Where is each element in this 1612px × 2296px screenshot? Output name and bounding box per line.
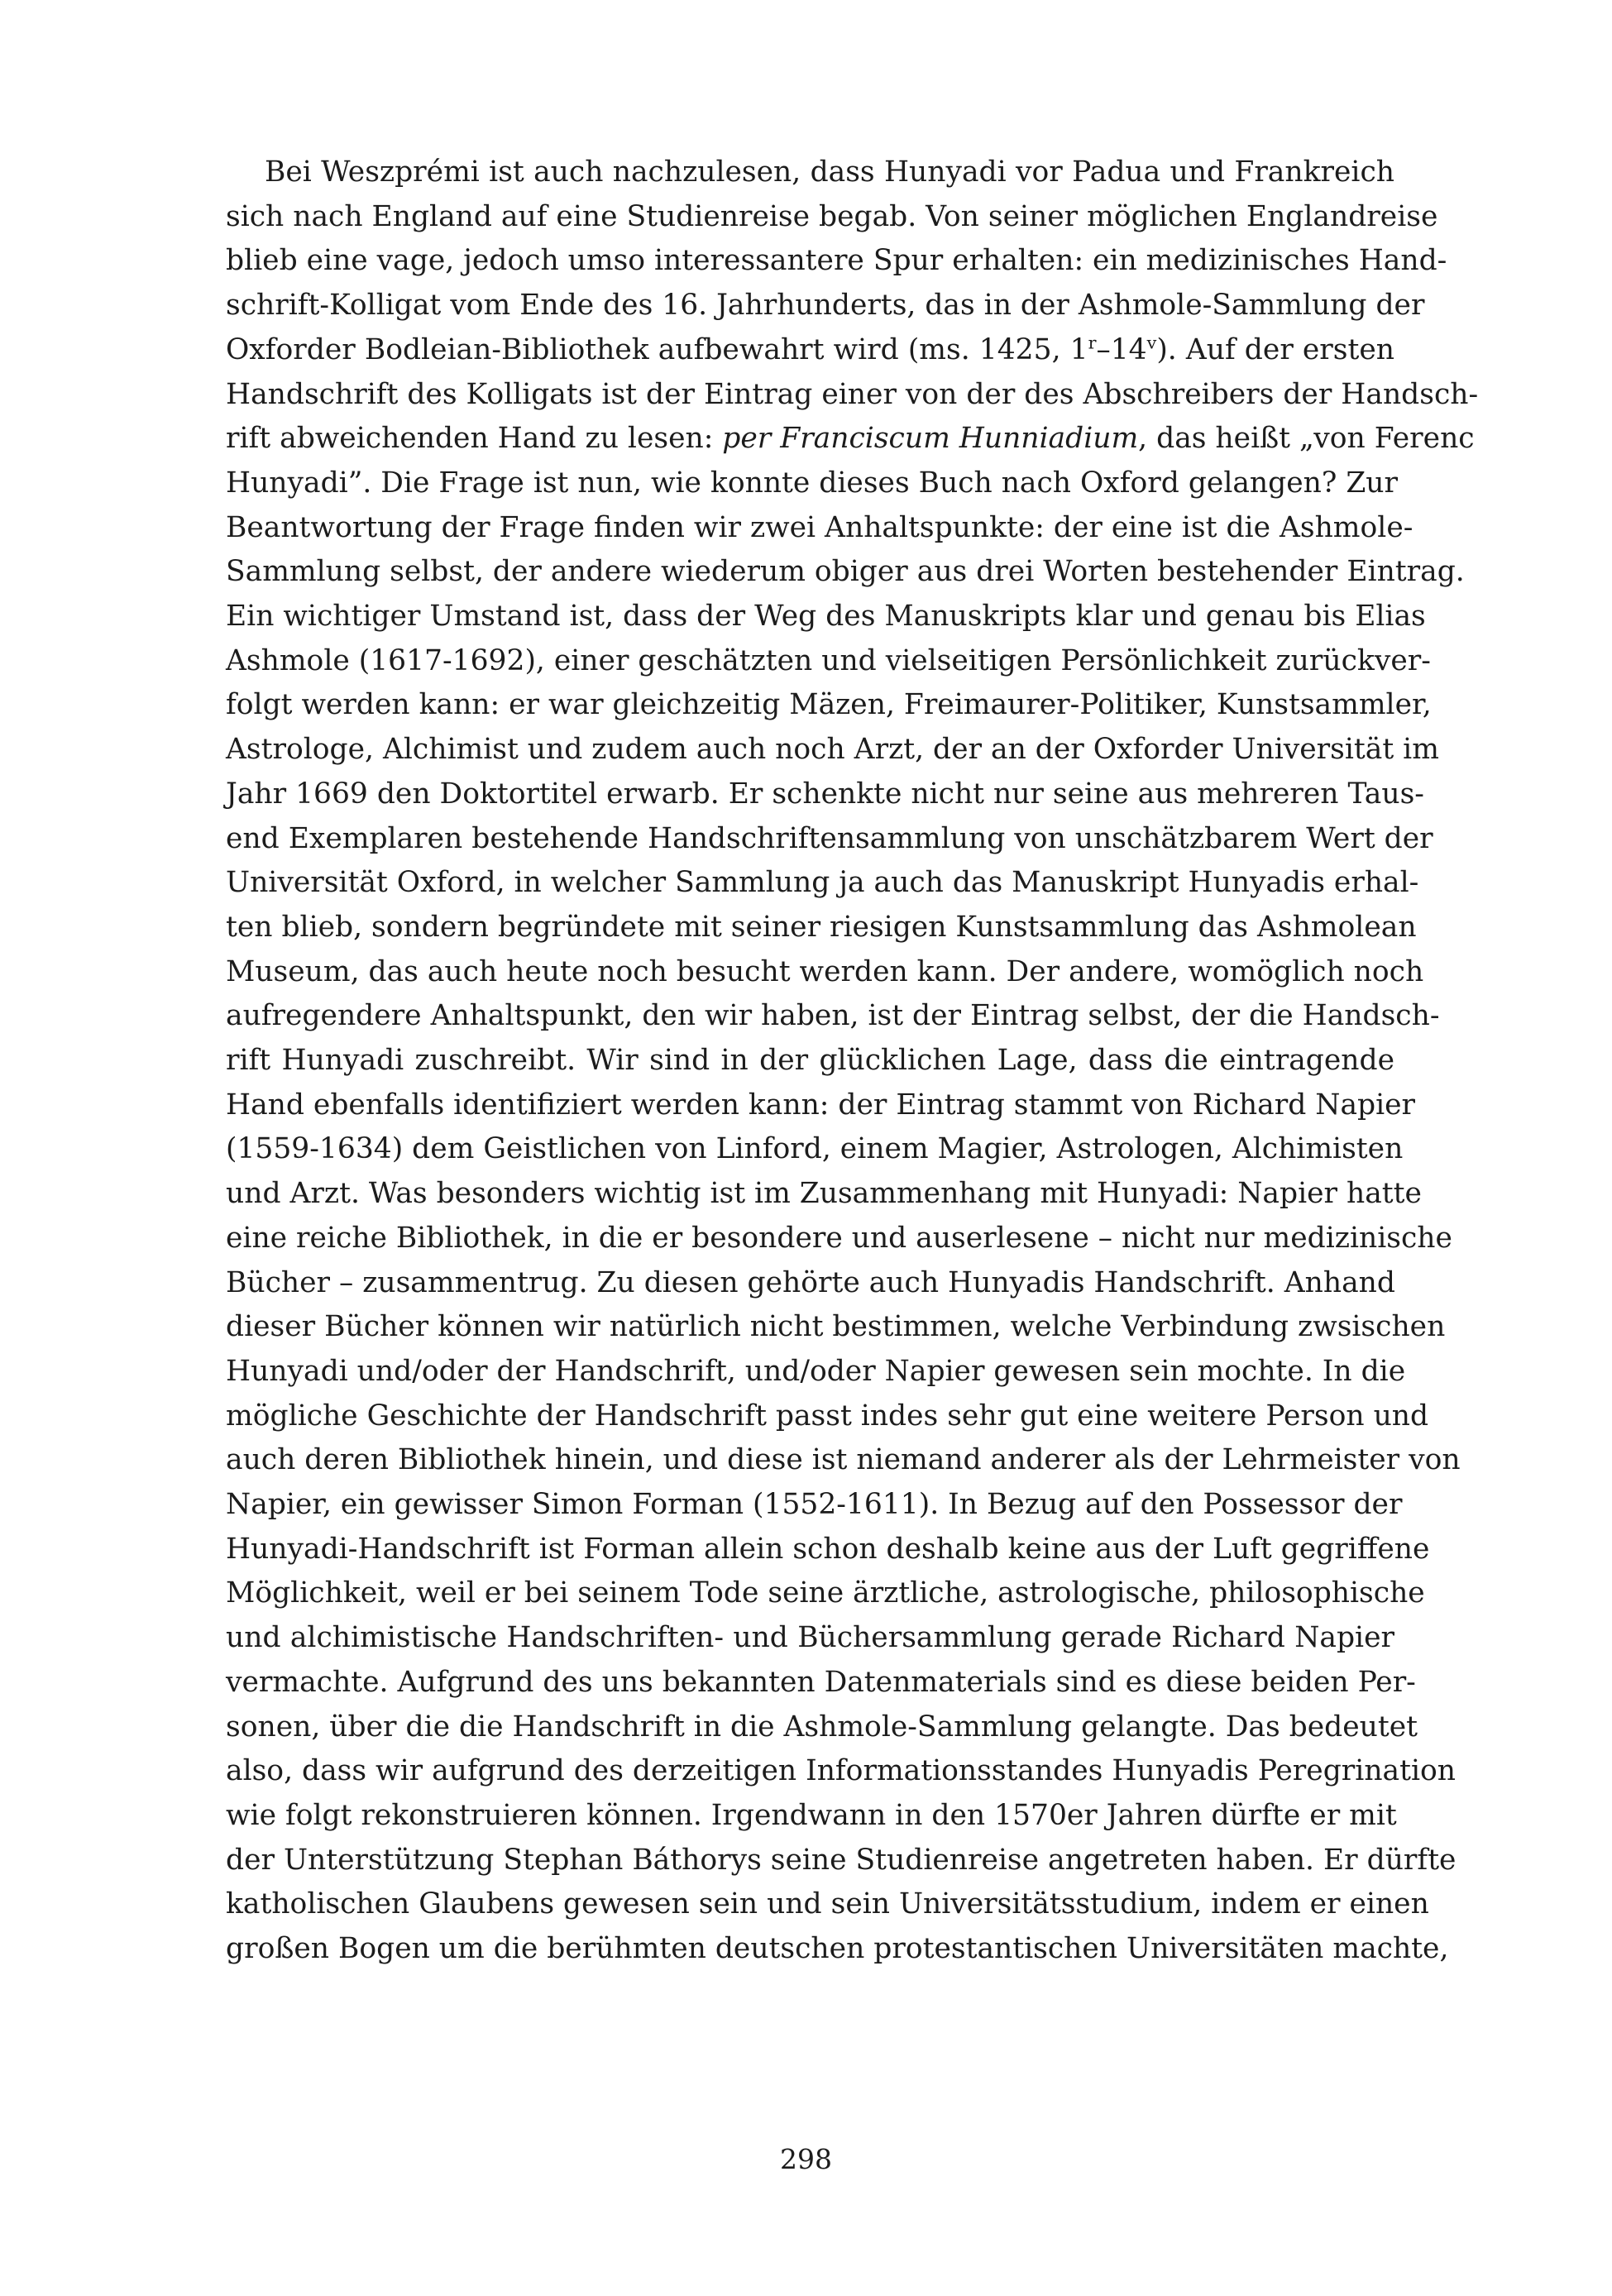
- text-line: sich nach England auf eine Studienreise begab. Von seiner möglichen Englandreise: [226, 199, 1438, 233]
- text-line: Jahr 1669 den Doktortitel erwarb. Er schenkte nicht nur seine aus mehreren Taus-: [226, 777, 1424, 811]
- text-line: großen Bogen um die berühmten deutschen protestantischen Universitäten machte,: [226, 1932, 1449, 1965]
- text-line: auch deren Bibliothek hinein, und diese ist niemand anderer als der Lehrmeister von: [226, 1443, 1461, 1477]
- text-line: end Exemplaren bestehende Handschriftensammlung von unschätzbarem Wert der: [226, 821, 1433, 855]
- text-line: Hand ebenfalls identifiziert werden kann: der Eintrag stammt von Richard Napier: [226, 1088, 1416, 1122]
- text-line: wie folgt rekonstruieren können. Irgendwann in den 1570er Jahren dürfte er mit: [226, 1798, 1397, 1832]
- text-line: und alchimistische Handschriften- und Büchersammlung gerade Richard Napier: [226, 1621, 1394, 1655]
- text-line: Hunyadi-Handschrift ist Forman allein schon deshalb keine aus der Luft gegriffene: [226, 1532, 1430, 1566]
- text-line: Beantwortung der Frage finden wir zwei Anhaltspunkte: der eine ist die Ashmole-: [226, 510, 1413, 544]
- text-line: also, dass wir aufgrund des derzeitigen Informationsstandes Hunyadis Peregrination: [226, 1754, 1457, 1788]
- text-line: Ashmole (1617-1692), einer geschätzten und vielseitigen Persönlichkeit zurückver-: [226, 643, 1431, 677]
- text-line: Oxforder Bodleian-Bibliothek aufbewahrt wird (ms. 1425, 1$^r$–14$^v$). Auf der ersten: [226, 332, 1395, 366]
- text-line: dieser Bücher können wir natürlich nicht bestimmen, welche Verbindung zwsischen: [226, 1310, 1446, 1344]
- text-line: Hunyadi und/oder der Handschrift, und/oder Napier gewesen sein mochte. In die: [226, 1354, 1406, 1388]
- text-line: rift Hunyadi zuschreibt. Wir sind in der glücklichen Lage, dass die eintragende: [226, 1044, 1394, 1077]
- text-line: ten blieb, sondern begründete mit seiner riesigen Kunstsammlung das Ashmolean: [226, 910, 1417, 944]
- text-line: folgt werden kann: er war gleichzeitig Mäzen, Freimaurer-Politiker, Kunstsammler,: [226, 688, 1432, 722]
- text-line: Hunyadi”. Die Frage ist nun, wie konnte dieses Buch nach Oxford gelangen? Zur: [226, 466, 1399, 500]
- text-line: Astrologe, Alchimist und zudem auch noch Arzt, der an der Oxforder Universität im: [226, 733, 1439, 767]
- text-line: der Unterstützung Stephan Báthorys seine Studienreise angetreten haben. Er dürfte: [226, 1843, 1457, 1877]
- text-line: aufregendere Anhaltspunkt, den wir haben, ist der Eintrag selbst, der die Handsch-: [226, 999, 1440, 1033]
- text-line: Handschrift des Kolligats ist der Eintrag einer von der des Abschreibers der Handsch-: [226, 377, 1479, 411]
- text-line: sonen, über die die Handschrift in die Ashmole-Sammlung gelangte. Das bedeutet: [226, 1710, 1418, 1744]
- text-line: Museum, das auch heute noch besucht werden kann. Der andere, womöglich noch: [226, 954, 1424, 988]
- text-line: und Arzt. Was besonders wichtig ist im Zusammenhang mit Hunyadi: Napier hatte: [226, 1177, 1422, 1211]
- text-line: katholischen Glaubens gewesen sein und sein Universitätsstudium, indem er einen: [226, 1887, 1429, 1921]
- text-line: Napier, ein gewisser Simon Forman (1552-1611). In Bezug auf den Possessor der: [226, 1488, 1403, 1521]
- text-line: Ein wichtiger Umstand ist, dass der Weg des Manuskripts klar und genau bis Elias: [226, 600, 1426, 633]
- text-line: vermachte. Aufgrund des uns bekannten Datenmaterials sind es diese beiden Per-: [226, 1665, 1416, 1699]
- text-line: (1559-1634) dem Geistlichen von Linford, einem Magier, Astrologen, Alchimisten: [226, 1132, 1404, 1166]
- text-line: Universität Oxford, in welcher Sammlung ja auch das Manuskript Hunyadis erhal-: [226, 866, 1419, 900]
- text-line: Möglichkeit, weil er bei seinem Tode seine ärztliche, astrologische, philosophische: [226, 1576, 1425, 1610]
- text-line: blieb eine vage, jedoch umso interessantere Spur erhalten: ein medizinisches Hand-: [226, 244, 1447, 278]
- text-line: Bücher – zusammentrug. Zu diesen gehörte auch Hunyadis Handschrift. Anhand: [226, 1265, 1395, 1299]
- text-line: rift abweichenden Hand zu lesen: per Franciscum Hunniadium, das heißt „von Ferenc: [226, 422, 1475, 456]
- text-line: schrift-Kolligat vom Ende des 16. Jahrhunderts, das in der Ashmole-Sammlung der: [226, 289, 1425, 323]
- text-line: mögliche Geschichte der Handschrift passt indes sehr gut eine weitere Person und: [226, 1399, 1429, 1433]
- text-line: Bei Weszprémi ist auch nachzulesen, dass Hunyadi vor Padua und Frankreich: [265, 155, 1394, 189]
- text-line: Sammlung selbst, der andere wiederum obiger aus drei Worten bestehender Eintrag.: [226, 555, 1465, 589]
- text-line: eine reiche Bibliothek, in die er besondere und auserlesene – nicht nur medizinische: [226, 1221, 1452, 1255]
- page-number: 298: [780, 2143, 832, 2175]
